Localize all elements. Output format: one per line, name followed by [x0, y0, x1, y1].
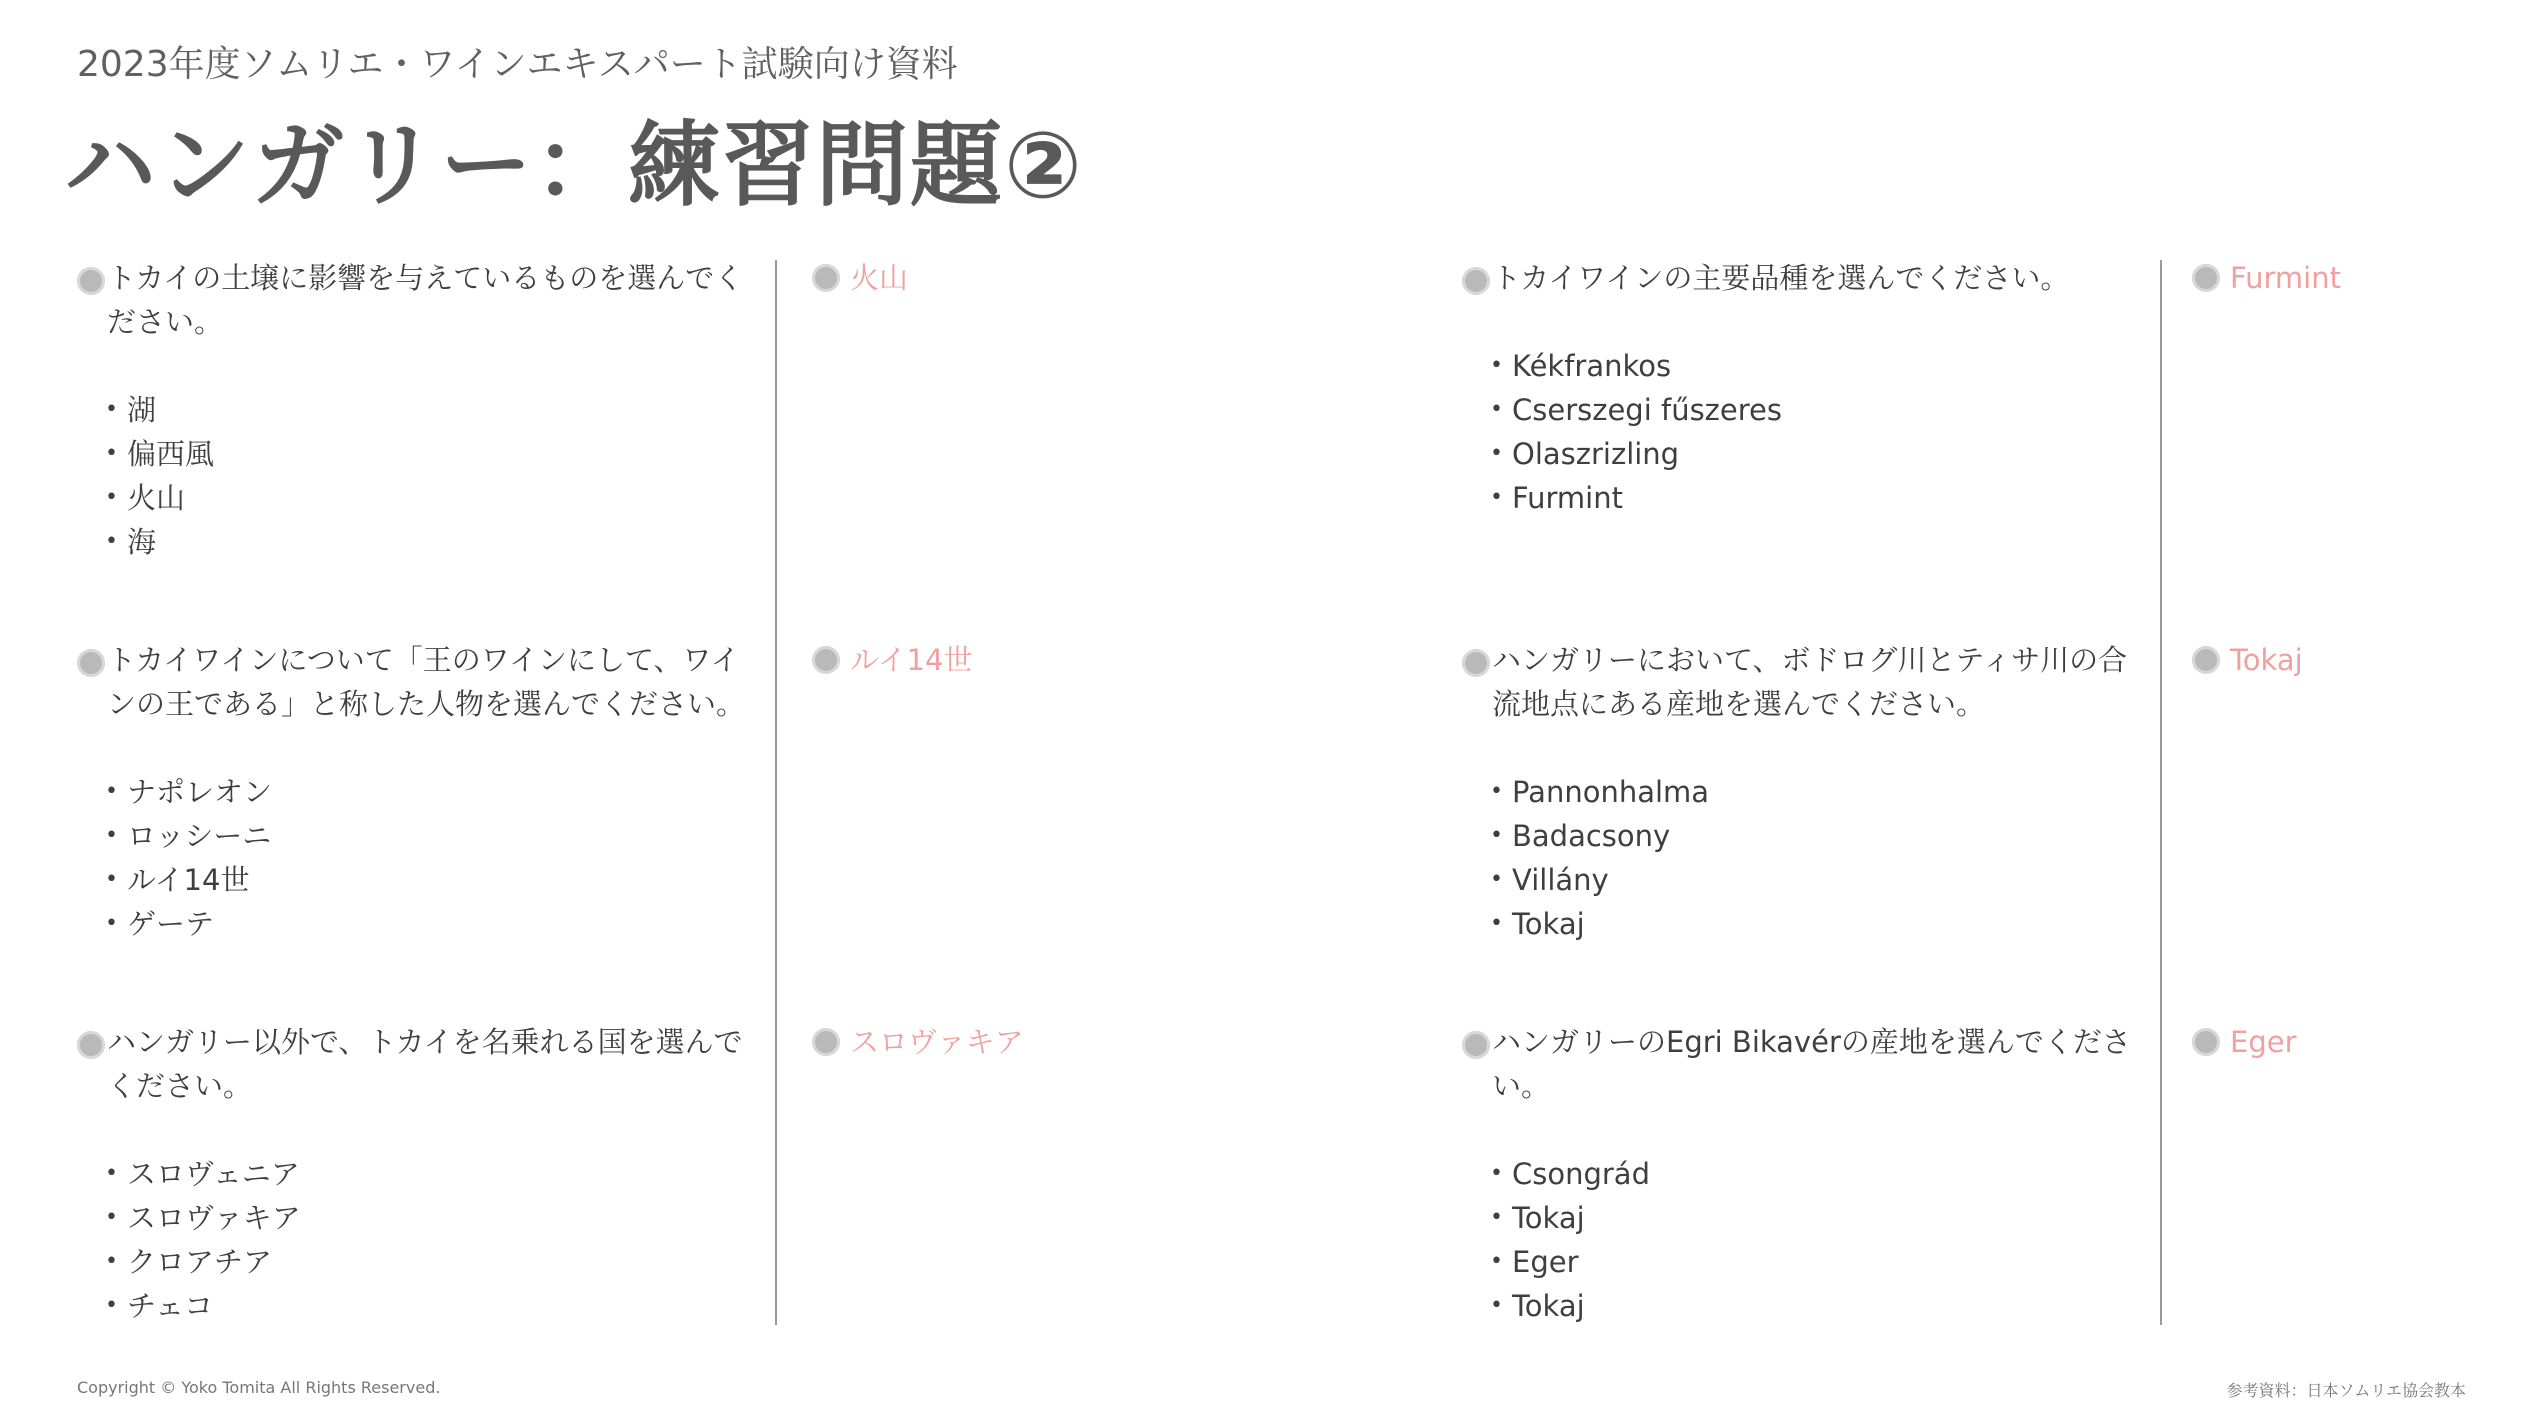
option-item: • Kékfrankos: [1490, 344, 2147, 388]
divider-left: [775, 260, 777, 1325]
bullet-circle-icon: [812, 646, 840, 674]
options-list: [77, 770, 762, 946]
bullet-circle-icon: [1462, 1031, 1490, 1059]
answer-5: [2192, 638, 2530, 682]
options-list: [1462, 344, 2147, 520]
bullet-circle-icon: [2192, 264, 2220, 292]
option-item: • Csongrád: [1490, 1152, 2147, 1196]
answer-1: [812, 256, 1450, 300]
question-text: ハンガリーのEgri Bikavérの産地を選んでください。: [1492, 1025, 2131, 1103]
option-item: • 海: [105, 520, 762, 564]
answer-text: Tokaj: [2230, 643, 2303, 677]
question-text: ハンガリー以外で、トカイを名乗れる国を選んでください。: [107, 1025, 743, 1103]
answer-2: [812, 638, 1450, 682]
options-list: [77, 388, 762, 564]
answer-4: [2192, 256, 2530, 300]
option-item: • Olaszrizling: [1490, 432, 2147, 476]
option-item: • ルイ14世: [105, 858, 762, 902]
answer-text: スロヴァキア: [850, 1025, 1024, 1059]
answer-3: [812, 1020, 1450, 1064]
question-1: [77, 256, 762, 564]
option-item: • 湖: [105, 388, 762, 432]
option-item: • Eger: [1490, 1240, 2147, 1284]
options-list: [77, 1152, 762, 1328]
bullet-circle-icon: [1462, 649, 1490, 677]
question-text: トカイワインの主要品種を選んでください。: [1492, 261, 2070, 295]
bullet-circle-icon: [812, 264, 840, 292]
question-3: [77, 1020, 762, 1328]
options-list: [1462, 1152, 2147, 1328]
answer-text: Furmint: [2230, 261, 2341, 295]
option-item: • Tokaj: [1490, 1196, 2147, 1240]
option-item: • 偏西風: [105, 432, 762, 476]
option-item: • Badacsony: [1490, 814, 2147, 858]
page-title: ハンガリー：練習問題②: [64, 112, 1084, 219]
option-item: • チェコ: [105, 1284, 762, 1328]
question-6: [1462, 1020, 2147, 1328]
bullet-circle-icon: [77, 267, 105, 295]
option-item: • ゲーテ: [105, 902, 762, 946]
reference-text: 参考資料：日本ソムリエ協会教本: [2226, 1381, 2466, 1400]
answer-text: ルイ14世: [850, 643, 973, 677]
options-list: [1462, 770, 2147, 946]
bullet-circle-icon: [812, 1028, 840, 1056]
option-item: • クロアチア: [105, 1240, 762, 1284]
option-item: • 火山: [105, 476, 762, 520]
question-text: ハンガリーにおいて、ボドログ川とティサ川の合流地点にある産地を選んでください。: [1492, 643, 2128, 721]
answer-text: Eger: [2230, 1025, 2297, 1059]
divider-right: [2160, 260, 2162, 1325]
option-item: • Pannonhalma: [1490, 770, 2147, 814]
option-item: • Tokaj: [1490, 1284, 2147, 1328]
question-4: [1462, 256, 2147, 520]
answer-text: 火山: [850, 261, 909, 295]
bullet-circle-icon: [1462, 267, 1490, 295]
question-text: トカイの土壌に影響を与えているものを選んでください。: [107, 261, 744, 339]
bullet-circle-icon: [2192, 1028, 2220, 1056]
copyright-text: Copyright © Yoko Tomita All Rights Reserved.: [77, 1378, 441, 1397]
option-item: • ナポレオン: [105, 770, 762, 814]
option-item: • ロッシーニ: [105, 814, 762, 858]
bullet-circle-icon: [2192, 646, 2220, 674]
question-2: [77, 638, 762, 946]
option-item: • スロヴェニア: [105, 1152, 762, 1196]
option-item: • Villány: [1490, 858, 2147, 902]
question-text: トカイワインについて「王のワインにして、ワインの王である」と称した人物を選んでください。: [107, 643, 746, 721]
bullet-circle-icon: [77, 1031, 105, 1059]
question-5: [1462, 638, 2147, 946]
option-item: • Tokaj: [1490, 902, 2147, 946]
answer-6: [2192, 1020, 2530, 1064]
option-item: • Cserszegi fűszeres: [1490, 388, 2147, 432]
option-item: • スロヴァキア: [105, 1196, 762, 1240]
bullet-circle-icon: [77, 649, 105, 677]
option-item: • Furmint: [1490, 476, 2147, 520]
page-subtitle: 2023年度ソムリエ・ワインエキスパート試験向け資料: [77, 44, 958, 85]
